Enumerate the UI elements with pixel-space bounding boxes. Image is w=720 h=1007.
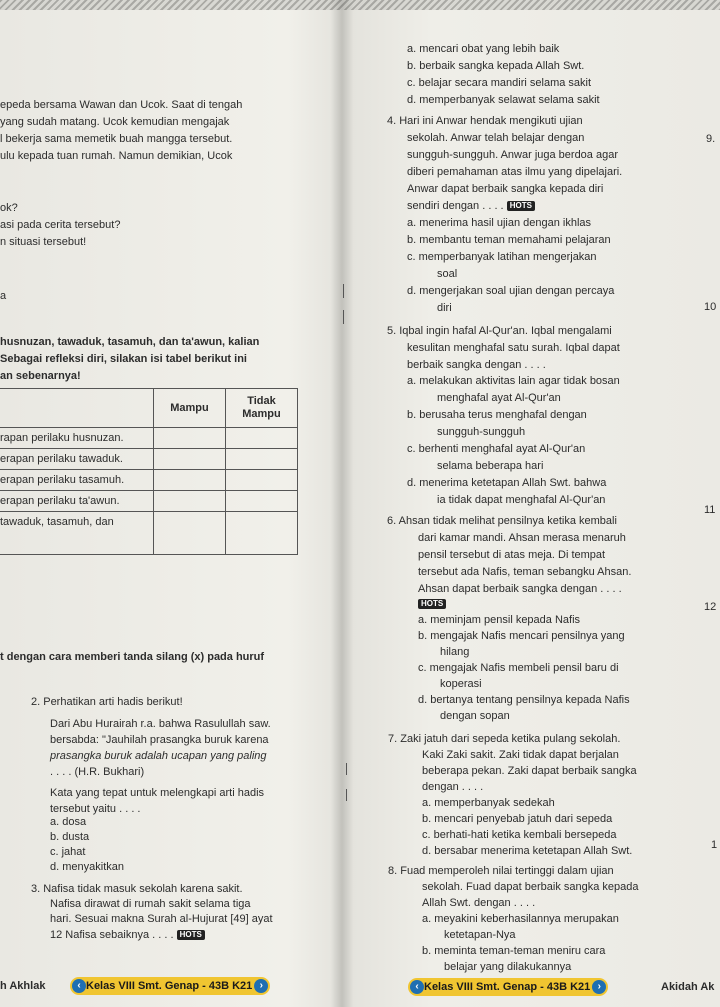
q6-line-3: pensil tersebut di atas meja. Di tempat	[418, 549, 606, 561]
chevron-left-icon: ‹	[72, 979, 86, 993]
q6-option-d-cont: dengan sopan	[440, 710, 510, 722]
row-label: rapan perilaku husnuzan.	[0, 428, 154, 449]
mampu-cell[interactable]	[154, 449, 226, 470]
q3-option-c[interactable]: c. belajar secara mandiri selama sakit	[407, 77, 592, 89]
tidak-mampu-cell[interactable]	[226, 470, 298, 491]
header-tidak-mampu-label: Mampu	[242, 408, 281, 420]
q5-line-2: kesulitan menghafal satu surah. Iqbal dapat	[407, 342, 620, 354]
q4-line-6	[407, 200, 535, 213]
section-title-3: an sebenarnya!	[0, 370, 81, 382]
q2-option-b[interactable]: b. dusta	[50, 831, 90, 843]
q2-line-5: Kata yang tepat untuk melengkapi arti hadis	[50, 787, 265, 799]
q7-option-d[interactable]: d. bersabar menerima ketetapan Allah Swt.	[422, 845, 633, 857]
q3-line-2: Nafisa dirawat di rumah sakit selama tiga	[50, 898, 251, 910]
q8-line-3: Allah Swt. dengan . . . .	[422, 897, 536, 909]
q5-option-b-cont: sungguh-sungguh	[437, 426, 526, 438]
intro-line-3: l bekerja sama memetik buah mangga tersebut.	[0, 133, 233, 145]
q6-option-b[interactable]: b. mengajak Nafis mencari pensilnya yang	[418, 630, 625, 642]
q6-line-4: tersebut ada Nafis, teman sebangku Ahsan.	[418, 566, 632, 578]
table-row	[0, 512, 298, 555]
table-header-row	[0, 389, 298, 428]
q2-line-1: Dari Abu Hurairah r.a. bahwa Rasulullah saw.	[50, 718, 271, 730]
q8-line-2: sekolah. Fuad dapat berbaik sangka kepada	[422, 881, 639, 893]
tidak-mampu-cell[interactable]	[226, 491, 298, 512]
chevron-right-icon: ›	[254, 979, 268, 993]
q3-line-3: hari. Sesuai makna Surah al-Hujurat [49] ayat	[50, 913, 273, 925]
chevron-right-icon: ›	[592, 980, 606, 994]
q8-option-b[interactable]: b. meminta teman-teman meniru cara	[422, 945, 606, 957]
answer-a: a	[0, 290, 7, 302]
q6-line-5: Ahsan dapat berbaik sangka dengan . . . .	[418, 583, 622, 595]
q2-option-d[interactable]: d. menyakitkan	[50, 861, 124, 873]
q7-option-a[interactable]: a. memperbanyak sedekah	[422, 797, 555, 809]
footer-class-pill-left	[70, 977, 270, 995]
intro-line-1: epeda bersama Wawan dan Ucok. Saat di tengah	[0, 99, 243, 111]
edge-number: 10	[704, 301, 717, 313]
mampu-cell[interactable]	[154, 491, 226, 512]
q8-option-b-cont: belajar yang dilakukannya	[444, 961, 572, 973]
q2-option-c[interactable]: c. jahat	[50, 846, 86, 858]
q3-option-b[interactable]: b. berbaik sangka kepada Allah Swt.	[407, 60, 585, 72]
q2-line-2: bersabda: "Jauhilah prasangka buruk karena	[50, 734, 269, 746]
margin-mark	[343, 310, 344, 324]
instruction: t dengan cara memberi tanda silang (x) pada huruf	[0, 651, 265, 663]
row-label: tawaduk, tasamuh, dan	[0, 512, 154, 555]
q8-line-1: 8. Fuad memperoleh nilai tertinggi dalam ujian	[388, 865, 614, 877]
row-label: erapan perilaku tasamuh.	[0, 470, 154, 491]
q4-option-b[interactable]: b. membantu teman memahami pelajaran	[407, 234, 611, 246]
q5-option-d-cont: ia tidak dapat menghafal Al-Qur'an	[437, 494, 606, 506]
margin-mark	[343, 284, 344, 298]
q4-line-3: sungguh-sungguh. Anwar juga berdoa agar	[407, 149, 618, 161]
q4-option-d[interactable]: d. mengerjakan soal ujian dengan percaya	[407, 285, 615, 297]
q5-option-c[interactable]: c. berhenti menghafal ayat Al-Qur'an	[407, 443, 586, 455]
intro-line-2: yang sudah matang. Ucok kemudian mengajak	[0, 116, 230, 128]
q4-option-c[interactable]: c. memperbanyak latihan mengerjakan	[407, 251, 597, 263]
q4-line-5: Anwar dapat berbaik sangka kepada diri	[407, 183, 604, 195]
q4-line-2: sekolah. Anwar telah belajar dengan	[407, 132, 585, 144]
footer-class-label: Kelas VIII Smt. Genap - 43B K21	[86, 980, 253, 992]
section-title-1: husnuzan, tawaduk, tasamuh, dan ta'awun, kalian	[0, 336, 260, 348]
q5-option-b[interactable]: b. berusaha terus menghafal dengan	[407, 409, 587, 421]
margin-mark	[346, 763, 347, 775]
chevron-left-icon: ‹	[410, 980, 424, 994]
mampu-cell[interactable]	[154, 470, 226, 491]
q4-line-4: diberi pemahaman atas ilmu yang dipelajari.	[407, 166, 623, 178]
q6-line-2: dari kamar mandi. Ahsan merasa menaruh	[418, 532, 626, 544]
tidak-mampu-cell[interactable]	[226, 428, 298, 449]
margin-mark	[346, 789, 347, 801]
mampu-cell[interactable]	[154, 512, 226, 555]
q5-option-a-cont: menghafal ayat Al-Qur'an	[437, 392, 561, 404]
q2-line-3: prasangka buruk adalah ucapan yang paling	[50, 750, 267, 762]
hots-badge: HOTS	[177, 930, 205, 940]
q6-hots-line	[418, 598, 446, 611]
q4-line-1: 4. Hari ini Anwar hendak mengikuti ujian	[387, 115, 583, 127]
mampu-cell[interactable]	[154, 428, 226, 449]
reflection-table	[0, 388, 298, 555]
footer-subject-right: Akidah Ak	[661, 981, 715, 993]
q6-option-b-cont: hilang	[440, 646, 470, 658]
table-row	[0, 428, 298, 449]
tidak-mampu-cell[interactable]	[226, 449, 298, 470]
q8-option-a-cont: ketetapan-Nya	[444, 929, 516, 941]
q7-option-c[interactable]: c. berhati-hati ketika kembali bersepeda	[422, 829, 617, 841]
q5-option-a[interactable]: a. melakukan aktivitas lain agar tidak bosan	[407, 375, 620, 387]
q5-option-d[interactable]: d. menerima ketetapan Allah Swt. bahwa	[407, 477, 607, 489]
q3-line-1: 3. Nafisa tidak masuk sekolah karena sakit.	[31, 883, 243, 895]
table-header-blank	[0, 389, 154, 428]
table-row	[0, 449, 298, 470]
q2-line-6: tersebut yaitu . . . .	[50, 803, 141, 815]
tidak-mampu-cell[interactable]	[226, 512, 298, 555]
hots-badge: HOTS	[418, 599, 446, 609]
header-tidak-label: Tidak	[247, 395, 276, 407]
q6-option-d[interactable]: d. bertanya tentang pensilnya kepada Nafis	[418, 694, 630, 706]
edge-number: 12	[704, 601, 717, 613]
q7-line-2: Kaki Zaki sakit. Zaki tidak dapat berjalan	[422, 749, 619, 761]
q4-line-6-text: sendiri dengan . . . .	[407, 200, 504, 212]
q2-title: 2. Perhatikan arti hadis berikut!	[31, 696, 183, 708]
q7-line-4: dengan . . . .	[422, 781, 484, 793]
edge-number: 1	[711, 839, 718, 851]
question-c: n situasi tersebut!	[0, 236, 87, 248]
row-label: erapan perilaku tawaduk.	[0, 449, 154, 470]
question-b: asi pada cerita tersebut?	[0, 219, 121, 231]
q7-line-3: beberapa pekan. Zaki dapat berbaik sangka	[422, 765, 637, 777]
q3-line-4-text: 12 Nafisa sebaiknya . . . .	[50, 929, 174, 941]
row-label: erapan perilaku ta'awun.	[0, 491, 154, 512]
q6-option-a[interactable]: a. meminjam pensil kepada Nafis	[418, 614, 581, 626]
q8-option-a[interactable]: a. meyakini keberhasilannya merupakan	[422, 913, 619, 925]
q6-line-1: 6. Ahsan tidak melihat pensilnya ketika kembali	[387, 515, 617, 527]
q2-line-4: . . . . (H.R. Bukhari)	[50, 766, 145, 778]
book-fold	[330, 0, 354, 1007]
footer-subject-left: h Akhlak	[0, 980, 46, 992]
header-mampu: Mampu	[154, 389, 226, 428]
edge-number: 11	[704, 504, 716, 516]
q6-option-c[interactable]: c. mengajak Nafis membeli pensil baru di	[418, 662, 619, 674]
q4-option-c-cont: soal	[437, 268, 458, 280]
q4-option-a[interactable]: a. menerima hasil ujian dengan ikhlas	[407, 217, 592, 229]
q2-option-a[interactable]: a. dosa	[50, 816, 87, 828]
footer-class-label: Kelas VIII Smt. Genap - 43B K21	[424, 981, 591, 993]
table-row	[0, 491, 298, 512]
question-a: ok?	[0, 202, 18, 214]
q7-option-b[interactable]: b. mencari penyebab jatuh dari sepeda	[422, 813, 613, 825]
table-row	[0, 470, 298, 491]
page-top-edge	[0, 0, 720, 10]
q5-option-c-cont: selama beberapa hari	[437, 460, 544, 472]
section-title-2: Sebagai refleksi diri, silakan isi tabel berikut ini	[0, 353, 247, 365]
q3-option-a[interactable]: a. mencari obat yang lebih baik	[407, 43, 560, 55]
q5-line-1: 5. Iqbal ingin hafal Al-Qur'an. Iqbal mengalami	[387, 325, 612, 337]
q6-option-c-cont: koperasi	[440, 678, 482, 690]
q4-option-d-cont: diri	[437, 302, 452, 314]
q3-option-d[interactable]: d. memperbanyak selawat selama sakit	[407, 94, 600, 106]
q3-line-4	[50, 929, 205, 942]
edge-number: 9.	[706, 133, 716, 145]
footer-class-pill-right	[408, 978, 608, 996]
intro-line-4: ulu kepada tuan rumah. Namun demikian, Ucok	[0, 150, 233, 162]
q7-line-1: 7. Zaki jatuh dari sepeda ketika pulang sekolah.	[388, 733, 621, 745]
header-tidak-mampu	[226, 389, 298, 428]
q5-line-3: berbaik sangka dengan . . . .	[407, 359, 546, 371]
hots-badge: HOTS	[507, 201, 535, 211]
